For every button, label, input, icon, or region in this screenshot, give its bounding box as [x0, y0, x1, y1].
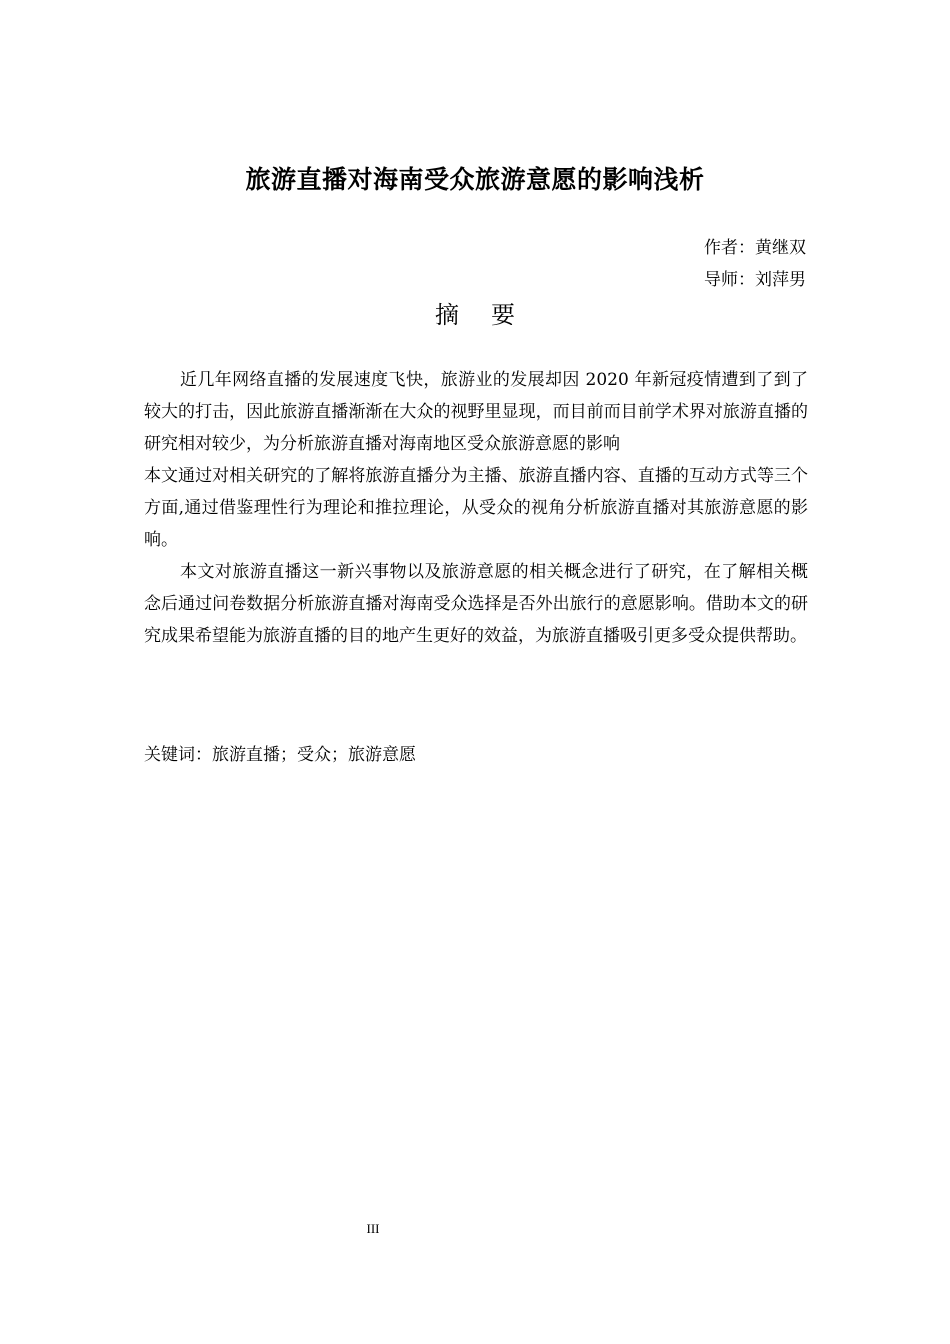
author-info: [704, 232, 806, 296]
author-line: 作者：黄继双: [704, 238, 806, 258]
keywords-line: 关键词：旅游直播；受众；旅游意愿: [144, 745, 416, 765]
abstract-paragraph-2: 本文通过对相关研究的了解将旅游直播分为主播、旅游直播内容、直播的互动方式等三个方面,通过借鉴理性行为理论和推拉理论，从受众的视角分析旅游直播对其旅游意愿的影响。: [144, 466, 808, 550]
abstract-body: [144, 364, 808, 652]
abstract-paragraph-1: 近几年网络直播的发展速度飞快，旅游业的发展却因 2020 年新冠疫情遭到了到了较大的打击，因此旅游直播渐渐在大众的视野里显现，而目前而目前学术界对旅游直播的研究相对较少，为分析旅游直播对海南地区受众旅游意愿的影响: [144, 370, 808, 454]
abstract-heading: 摘要: [435, 301, 547, 329]
paper-title: 旅游直播对海南受众旅游意愿的影响浅析: [245, 165, 705, 194]
advisor-line: 导师：刘萍男: [704, 270, 806, 290]
abstract-paragraph-3: 本文对旅游直播这一新兴事物以及旅游意愿的相关概念进行了研究，在了解相关概念后通过问卷数据分析旅游直播对海南受众选择是否外出旅行的意愿影响。借助本文的研究成果希望能为旅游直播的目的地产生更好的效益，为旅游直播吸引更多受众提供帮助。: [144, 562, 808, 646]
page-number: III: [366, 1221, 380, 1236]
